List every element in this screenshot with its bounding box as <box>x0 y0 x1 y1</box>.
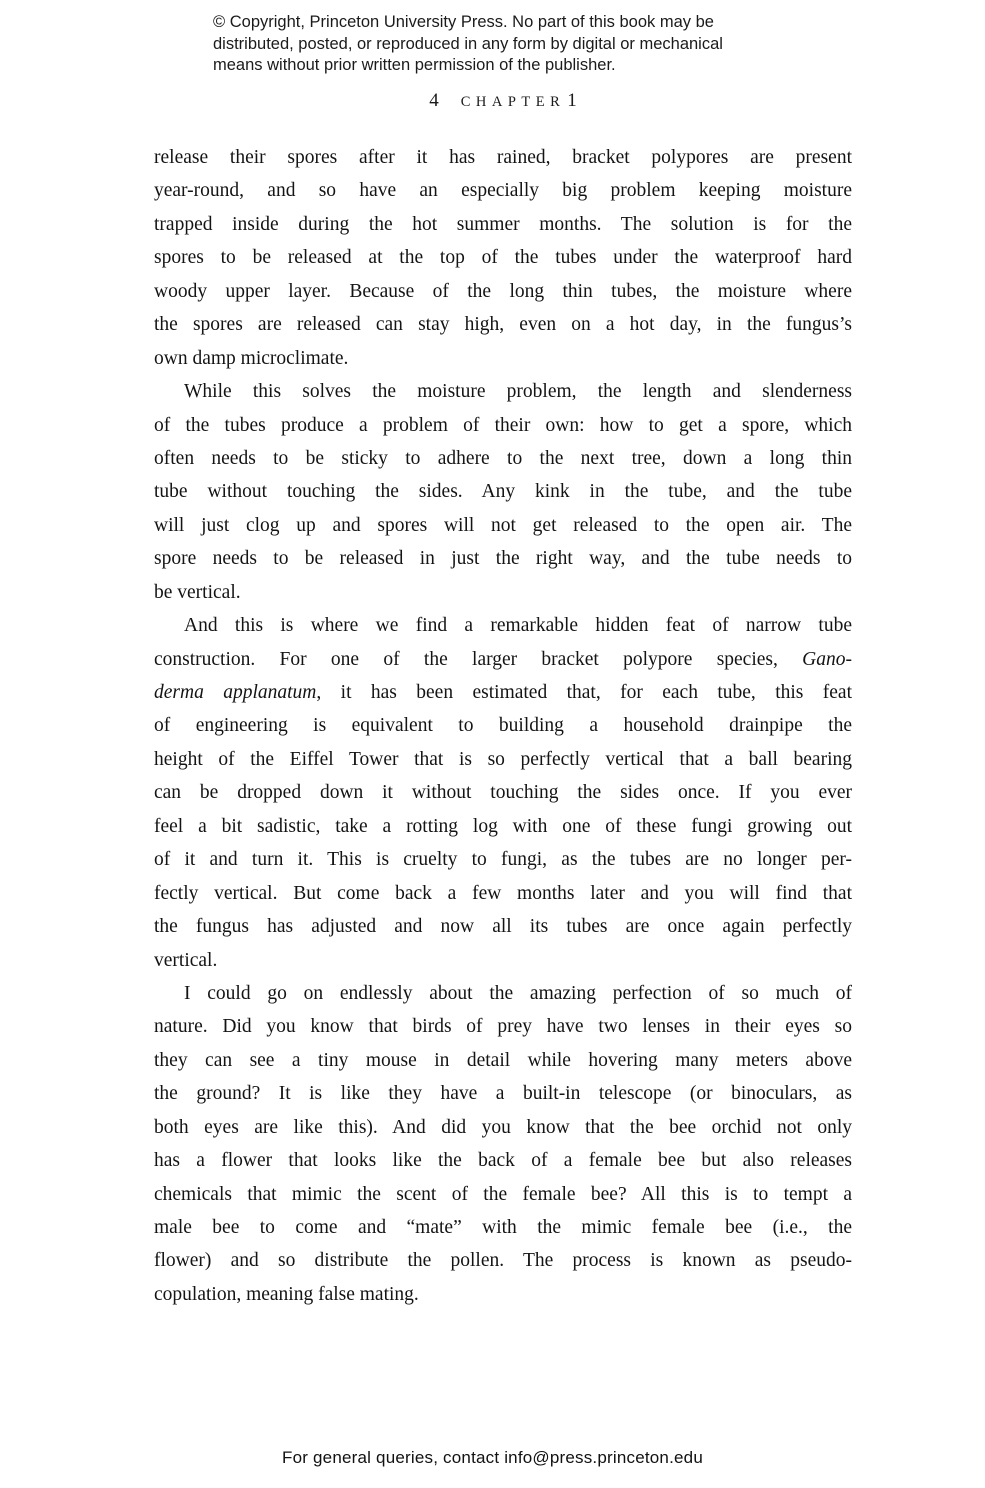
text-line: height of the Eiffel Tower that is so perfectly vertical that a ball bearing <box>154 748 852 770</box>
text-line: And this is where we find a remarkable hidden feat of narrow tube <box>184 615 852 637</box>
text-line: the fungus has adjusted and now all its tubes are once again perfectly <box>154 916 852 938</box>
text-line: While this solves the moisture problem, the length and slenderness <box>184 381 852 403</box>
text-line: the spores are released can stay high, even on a hot day, in the fungus’s <box>154 314 852 336</box>
text-line: be vertical. <box>154 581 241 603</box>
text-line: of the tubes produce a problem of their own: how to get a spore, which <box>154 414 852 436</box>
text-line: male bee to come and “mate” with the mimic female bee (i.e., the <box>154 1217 852 1238</box>
paragraph <box>154 977 852 1311</box>
text-line: spores to be released at the top of the tubes under the waterproof hard <box>154 247 852 269</box>
text-line: derma applanatum, it has been estimated that, for each tube, this feat <box>154 682 852 703</box>
text-line: woody upper layer. Because of the long thin tubes, the moisture where <box>154 280 852 302</box>
text-line: year-round, and so have an especially big problem keeping moisture <box>154 180 852 202</box>
page-number: 4 <box>429 90 439 111</box>
text-line: the ground? It is like they have a built-in telescope (or binoculars, as <box>154 1083 852 1105</box>
copyright-line: © Copyright, Princeton University Press. No part of this book may be <box>213 13 714 31</box>
text-line: release their spores after it has rained, bracket polypores are present <box>154 147 852 168</box>
body-text <box>154 141 852 1311</box>
copyright-notice <box>213 12 723 77</box>
text-line: can be dropped down it without touching the sides once. If you ever <box>154 782 852 804</box>
paragraph <box>154 609 852 977</box>
running-head <box>154 90 852 112</box>
page-footer <box>0 1448 985 1468</box>
text-line: will just clog up and spores will not get released to the open air. The <box>154 514 852 536</box>
text-line: spore needs to be released in just the right way, and the tube needs to <box>154 548 852 570</box>
chapter-number: 1 <box>567 90 577 111</box>
text-line: vertical. <box>154 949 218 971</box>
text-line: chemicals that mimic the scent of the female bee? All this is to tempt a <box>154 1183 852 1205</box>
text-line: I could go on endlessly about the amazing perfection of so much of <box>184 982 852 1004</box>
text-line: feel a bit sadistic, take a rotting log with one of these fungi growing out <box>154 815 852 837</box>
text-line: flower) and so distribute the pollen. The process is known as pseudo- <box>154 1250 852 1272</box>
text-line: nature. Did you know that birds of prey have two lenses in their eyes so <box>154 1016 852 1038</box>
text-line: often needs to be sticky to adhere to the next tree, down a long thin <box>154 447 852 469</box>
text-line: fectly vertical. But come back a few months later and you will find that <box>154 882 852 904</box>
text-line: copulation, meaning false mating. <box>154 1283 419 1305</box>
text-line: both eyes are like this). And did you know that the bee orchid not only <box>154 1116 852 1138</box>
text-line: own damp microclimate. <box>154 347 349 369</box>
text-line: of engineering is equivalent to building a household drainpipe the <box>154 715 852 737</box>
paragraph <box>154 141 852 375</box>
copyright-line: distributed, posted, or reproduced in any form by digital or mechanical <box>213 34 723 53</box>
chapter-label: CHAPTER <box>460 94 566 110</box>
paragraph <box>154 375 852 609</box>
text-line: trapped inside during the hot summer months. The solution is for the <box>154 213 852 235</box>
text-line: they can see a tiny mouse in detail while hovering many meters above <box>154 1049 852 1071</box>
copyright-line: means without prior written permission of the publisher. <box>213 56 616 74</box>
text-line: has a flower that looks like the back of a female bee but also releases <box>154 1150 852 1172</box>
text-line: tube without touching the sides. Any kink in the tube, and the tube <box>154 481 852 503</box>
text-line: of it and turn it. This is cruelty to fungi, as the tubes are no longer per- <box>154 849 852 871</box>
footer-contact-text: For general queries, contact info@press.princeton.edu <box>282 1448 703 1467</box>
text-line: construction. For one of the larger bracket polypore species, Gano- <box>154 648 852 670</box>
